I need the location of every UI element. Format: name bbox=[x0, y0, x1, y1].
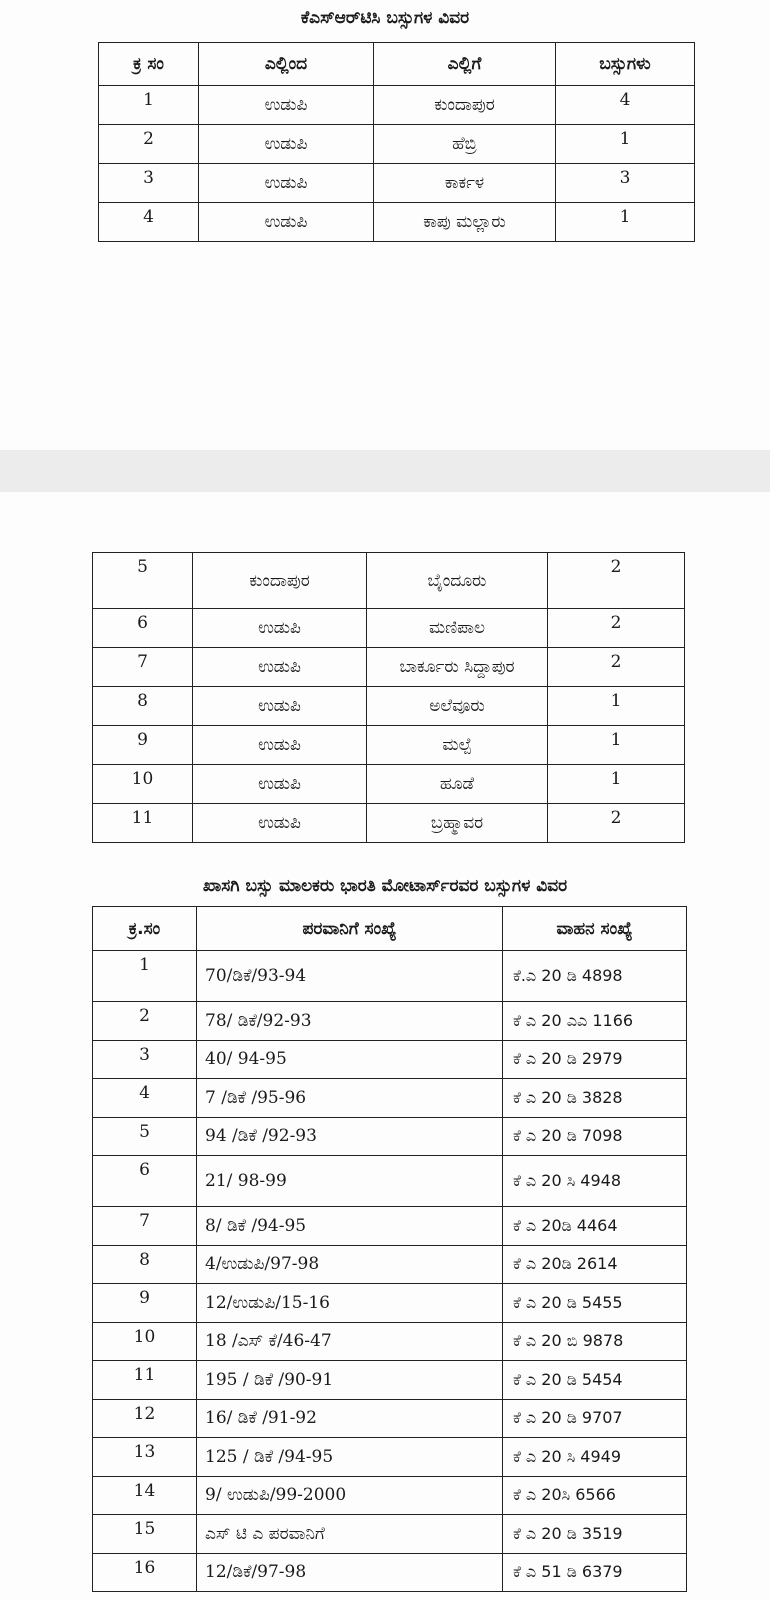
cell-vehicle-number: ಕೆ ಎ 20ಡಿ 2614 bbox=[503, 1245, 687, 1284]
cell-bus-count: 1 bbox=[548, 726, 685, 765]
cell-permit-number: ಎಸ್ ಟಿ ಎ ಪರವಾನಿಗೆ bbox=[197, 1515, 503, 1554]
header-serial-no: ಕ್ರ.ಸಂ bbox=[93, 907, 197, 951]
cell-serial-no: 9 bbox=[93, 1284, 197, 1323]
table-row bbox=[93, 1476, 687, 1515]
cell-serial-no: 5 bbox=[93, 553, 193, 609]
cell-to: ಅಲೆವೂರು bbox=[367, 687, 548, 726]
table-row bbox=[93, 726, 685, 765]
cell-from: ಕುಂದಾಪುರ bbox=[193, 553, 367, 609]
cell-bus-count: 2 bbox=[548, 553, 685, 609]
cell-vehicle-number: ಕೆ ಎ 20 ಸಿ 4949 bbox=[503, 1438, 687, 1477]
table-row bbox=[93, 1399, 687, 1438]
cell-from: ಉಡುಪಿ bbox=[193, 804, 367, 843]
cell-serial-no: 7 bbox=[93, 648, 193, 687]
cell-bus-count: 2 bbox=[548, 648, 685, 687]
cell-to: ಕಾಪು ಮಲ್ಲಾರು bbox=[374, 203, 556, 242]
cell-bus-count: 1 bbox=[548, 687, 685, 726]
table-row bbox=[93, 951, 687, 1002]
cell-serial-no: 5 bbox=[93, 1117, 197, 1156]
cell-serial-no: 6 bbox=[93, 609, 193, 648]
cell-serial-no: 10 bbox=[93, 765, 193, 804]
ksrtc-bus-table-continued bbox=[92, 552, 685, 843]
cell-from: ಉಡುಪಿ bbox=[199, 203, 374, 242]
table-header-row bbox=[93, 907, 687, 951]
table-row bbox=[93, 1322, 687, 1361]
document-page-1 bbox=[0, 0, 770, 450]
cell-serial-no: 12 bbox=[93, 1399, 197, 1438]
table-row bbox=[93, 765, 685, 804]
cell-from: ಉಡುಪಿ bbox=[193, 609, 367, 648]
table-row bbox=[93, 1361, 687, 1400]
table-row bbox=[99, 125, 695, 164]
cell-permit-number: 18 /ಎಸ್ ಕೆ/46-47 bbox=[197, 1322, 503, 1361]
cell-serial-no: 8 bbox=[93, 687, 193, 726]
cell-serial-no: 6 bbox=[93, 1156, 197, 1207]
cell-vehicle-number: ಕೆ.ಎ 20 ಡಿ 4898 bbox=[503, 951, 687, 1002]
table-row bbox=[93, 1438, 687, 1477]
cell-bus-count: 3 bbox=[556, 164, 695, 203]
cell-bus-count: 1 bbox=[556, 125, 695, 164]
table-row bbox=[93, 687, 685, 726]
table-row bbox=[93, 1284, 687, 1323]
table-row bbox=[99, 86, 695, 125]
cell-vehicle-number: ಕೆ ಎ 20ಸಿ 6566 bbox=[503, 1476, 687, 1515]
cell-vehicle-number: ಕೆ ಎ 20 ಬಿ 9878 bbox=[503, 1322, 687, 1361]
cell-bus-count: 1 bbox=[548, 765, 685, 804]
cell-serial-no: 11 bbox=[93, 1361, 197, 1400]
cell-serial-no: 1 bbox=[99, 86, 199, 125]
table-row bbox=[93, 804, 685, 843]
table-row bbox=[93, 1207, 687, 1246]
cell-vehicle-number: ಕೆ ಎ 20 ಡಿ 5454 bbox=[503, 1361, 687, 1400]
cell-permit-number: 94 /ಡಿಕೆ /92-93 bbox=[197, 1117, 503, 1156]
cell-to: ಹೆಬ್ರಿ bbox=[374, 125, 556, 164]
cell-serial-no: 16 bbox=[93, 1553, 197, 1592]
cell-serial-no: 13 bbox=[93, 1438, 197, 1477]
ksrtc-bus-table bbox=[98, 42, 695, 242]
cell-from: ಉಡುಪಿ bbox=[193, 687, 367, 726]
cell-vehicle-number: ಕೆ ಎ 20 ಸಿ 4948 bbox=[503, 1156, 687, 1207]
header-serial-no: ಕ್ರ ಸಂ bbox=[99, 43, 199, 86]
page-separator bbox=[0, 450, 770, 492]
cell-permit-number: 70/ಡಿಕೆ/93-94 bbox=[197, 951, 503, 1002]
header-vehicle-number: ವಾಹನ ಸಂಖ್ಯೆ bbox=[503, 907, 687, 951]
table-row bbox=[93, 1117, 687, 1156]
cell-permit-number: 7 /ಡಿಕೆ /95-96 bbox=[197, 1079, 503, 1118]
private-bus-table bbox=[92, 906, 687, 1592]
cell-vehicle-number: ಕೆ ಎ 20 ಡಿ 3519 bbox=[503, 1515, 687, 1554]
cell-permit-number: 9/ ಉಡುಪಿ/99-2000 bbox=[197, 1476, 503, 1515]
table-row bbox=[93, 1156, 687, 1207]
cell-serial-no: 1 bbox=[93, 951, 197, 1002]
cell-permit-number: 4/ಉಡುಪಿ/97-98 bbox=[197, 1245, 503, 1284]
cell-vehicle-number: ಕೆ ಎ 51 ಡಿ 6379 bbox=[503, 1553, 687, 1592]
document-page-2 bbox=[0, 492, 770, 1600]
cell-to: ಬೈಂದೂರು bbox=[367, 553, 548, 609]
cell-bus-count: 2 bbox=[548, 609, 685, 648]
cell-permit-number: 8/ ಡಿಕೆ /94-95 bbox=[197, 1207, 503, 1246]
cell-serial-no: 10 bbox=[93, 1322, 197, 1361]
cell-vehicle-number: ಕೆ ಎ 20 ಡಿ 3828 bbox=[503, 1079, 687, 1118]
cell-vehicle-number: ಕೆ ಎ 20 ಡಿ 9707 bbox=[503, 1399, 687, 1438]
cell-from: ಉಡುಪಿ bbox=[199, 125, 374, 164]
table-row bbox=[99, 164, 695, 203]
cell-to: ಮಲ್ಪೆ bbox=[367, 726, 548, 765]
cell-serial-no: 2 bbox=[99, 125, 199, 164]
cell-permit-number: 12/ಉಡುಪಿ/15-16 bbox=[197, 1284, 503, 1323]
private-bus-table-title: ಖಾಸಗಿ ಬಸ್ಸು ಮಾಲಕರು ಭಾರತಿ ಮೋಟಾರ್ಸ್‌ರವರ ಬಸ್ಸುಗಳ ವಿವರ bbox=[202, 876, 568, 896]
cell-to: ಬಾರ್ಕೂರು ಸಿದ್ದಾಪುರ bbox=[367, 648, 548, 687]
cell-serial-no: 9 bbox=[93, 726, 193, 765]
cell-vehicle-number: ಕೆ ಎ 20 ಡಿ 7098 bbox=[503, 1117, 687, 1156]
cell-bus-count: 4 bbox=[556, 86, 695, 125]
table-row bbox=[99, 203, 695, 242]
cell-from: ಉಡುಪಿ bbox=[193, 726, 367, 765]
header-from: ಎಲ್ಲಿಂದ bbox=[199, 43, 374, 86]
table-row bbox=[93, 648, 685, 687]
cell-to: ಹೂಡೆ bbox=[367, 765, 548, 804]
cell-permit-number: 40/ 94-95 bbox=[197, 1040, 503, 1079]
cell-serial-no: 7 bbox=[93, 1207, 197, 1246]
cell-vehicle-number: ಕೆ ಎ 20 ಡಿ 2979 bbox=[503, 1040, 687, 1079]
cell-to: ಮಣಿಪಾಲ bbox=[367, 609, 548, 648]
header-to: ಎಲ್ಲಿಗೆ bbox=[374, 43, 556, 86]
cell-vehicle-number: ಕೆ ಎ 20 ಡಿ 5455 bbox=[503, 1284, 687, 1323]
cell-bus-count: 2 bbox=[548, 804, 685, 843]
cell-permit-number: 12/ಡಿಕೆ/97-98 bbox=[197, 1553, 503, 1592]
table-row bbox=[93, 1002, 687, 1041]
header-bus-count: ಬಸ್ಸುಗಳು bbox=[556, 43, 695, 86]
cell-serial-no: 3 bbox=[93, 1040, 197, 1079]
table-row bbox=[93, 553, 685, 609]
table-row bbox=[93, 1515, 687, 1554]
cell-from: ಉಡುಪಿ bbox=[199, 86, 374, 125]
cell-serial-no: 11 bbox=[93, 804, 193, 843]
cell-serial-no: 8 bbox=[93, 1245, 197, 1284]
table-row bbox=[93, 1553, 687, 1592]
ksrtc-table-title: ಕೆಎಸ್ಆರ್‌ಟಿಸಿ ಬಸ್ಸುಗಳ ವಿವರ bbox=[300, 8, 470, 28]
cell-to: ಕುಂದಾಪುರ bbox=[374, 86, 556, 125]
header-permit-number: ಪರವಾನಿಗೆ ಸಂಖ್ಯೆ bbox=[197, 907, 503, 951]
table-row bbox=[93, 1245, 687, 1284]
table-row bbox=[93, 1079, 687, 1118]
cell-serial-no: 4 bbox=[99, 203, 199, 242]
cell-to: ಬ್ರಹ್ಮಾವರ bbox=[367, 804, 548, 843]
cell-to: ಕಾರ್ಕಳ bbox=[374, 164, 556, 203]
table-header-row bbox=[99, 43, 695, 86]
cell-serial-no: 15 bbox=[93, 1515, 197, 1554]
cell-from: ಉಡುಪಿ bbox=[193, 648, 367, 687]
cell-bus-count: 1 bbox=[556, 203, 695, 242]
cell-serial-no: 4 bbox=[93, 1079, 197, 1118]
cell-vehicle-number: ಕೆ ಎ 20 ಎಎ 1166 bbox=[503, 1002, 687, 1041]
cell-permit-number: 78/ ಡಿಕೆ/92-93 bbox=[197, 1002, 503, 1041]
cell-serial-no: 2 bbox=[93, 1002, 197, 1041]
table-row bbox=[93, 609, 685, 648]
cell-permit-number: 21/ 98-99 bbox=[197, 1156, 503, 1207]
cell-from: ಉಡುಪಿ bbox=[199, 164, 374, 203]
table-row bbox=[93, 1040, 687, 1079]
cell-from: ಉಡುಪಿ bbox=[193, 765, 367, 804]
cell-serial-no: 14 bbox=[93, 1476, 197, 1515]
cell-permit-number: 125 / ಡಿಕೆ /94-95 bbox=[197, 1438, 503, 1477]
cell-permit-number: 16/ ಡಿಕೆ /91-92 bbox=[197, 1399, 503, 1438]
cell-vehicle-number: ಕೆ ಎ 20ಡಿ 4464 bbox=[503, 1207, 687, 1246]
cell-permit-number: 195 / ಡಿಕೆ /90-91 bbox=[197, 1361, 503, 1400]
cell-serial-no: 3 bbox=[99, 164, 199, 203]
